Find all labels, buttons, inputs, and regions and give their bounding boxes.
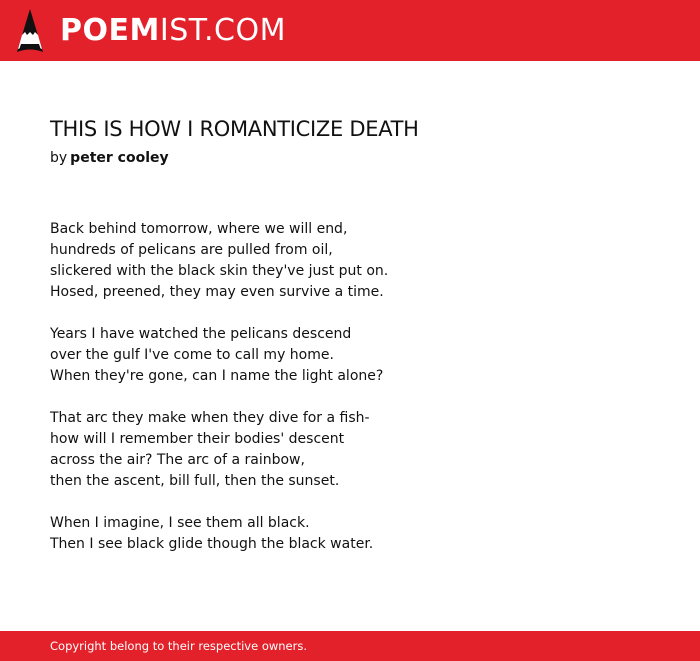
poem-line: then the ascent, bill full, then the sunset. — [50, 473, 340, 489]
poem-line: Then I see black glide though the black water. — [50, 536, 374, 552]
poem-stanza — [50, 219, 650, 303]
poem-title: THIS IS HOW I ROMANTICIZE DEATH — [50, 117, 419, 141]
poem-line: Years I have watched the pelicans descend — [50, 326, 352, 342]
poem-stanza — [50, 513, 650, 555]
poem-line: Hosed, preened, they may even survive a time. — [50, 284, 384, 300]
site-header — [0, 0, 700, 61]
poem-line: That arc they make when they dive for a fish- — [50, 410, 370, 426]
by-label: by — [50, 150, 68, 166]
site-footer — [0, 631, 700, 661]
pencil-tip-icon — [16, 8, 44, 54]
poem-byline — [50, 150, 169, 166]
poem-stanza — [50, 408, 650, 492]
poem-line: When I imagine, I see them all black. — [50, 515, 310, 531]
poem-line: hundreds of pelicans are pulled from oil, — [50, 242, 333, 258]
copyright-notice: Copyright belong to their respective owners. — [50, 639, 308, 653]
poem-line: how will I remember their bodies' descent — [50, 431, 345, 447]
poem-stanza — [50, 324, 650, 387]
poem-line: When they're gone, can I name the light alone? — [50, 368, 384, 384]
site-name-bold: POEM — [60, 13, 160, 48]
site-logo[interactable] — [16, 8, 286, 54]
poem-line: across the air? The arc of a rainbow, — [50, 452, 305, 468]
poem-line: Back behind tomorrow, where we will end, — [50, 221, 348, 237]
site-name — [60, 13, 286, 48]
poem-line: slickered with the black skin they've just put on. — [50, 263, 389, 279]
poem-line: over the gulf I've come to call my home. — [50, 347, 334, 363]
poem-body — [50, 219, 650, 576]
author-name: peter cooley — [70, 150, 169, 166]
site-name-light: IST.COM — [159, 13, 286, 48]
